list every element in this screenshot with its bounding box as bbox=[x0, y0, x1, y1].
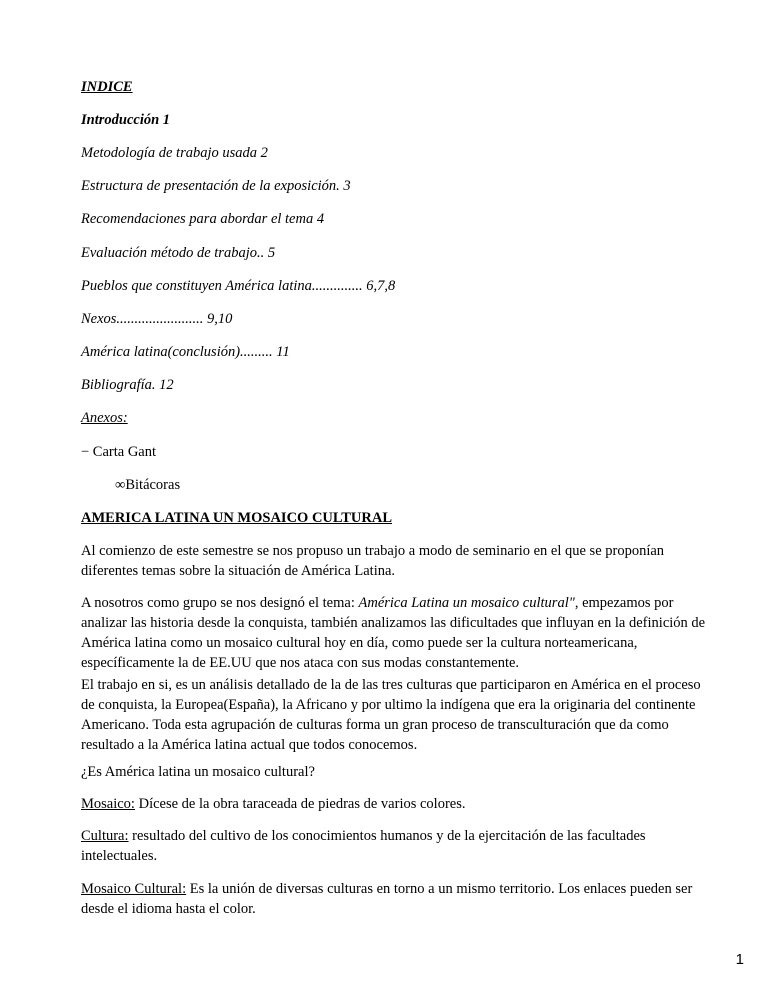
paragraph: A nosotros como grupo se nos designó el tema: América Latina un mosaico cultural", empezamos por analizar las historia desde la conquista, también analizamos las dificultades que influyan en la definición de América latina como un mosaico cultural hoy en día, como puede ser la cultura norteamericana, específicamente la de EE.UU que nos ataca con sus modas constantemente. bbox=[81, 595, 706, 671]
index-item: Metodología de trabajo usada 2 bbox=[81, 145, 268, 161]
index-title: INDICE bbox=[81, 79, 133, 95]
index-item: Pueblos que constituyen América latina.............. 6,7,8 bbox=[81, 278, 396, 294]
index-item: Estructura de presentación de la exposición. 3 bbox=[81, 178, 351, 194]
definition-term: Cultura: bbox=[81, 828, 129, 844]
index-item: América latina(conclusión)......... 11 bbox=[81, 344, 290, 360]
section-heading: AMERICA LATINA UN MOSAICO CULTURAL bbox=[81, 510, 392, 526]
index-item: Nexos........................ 9,10 bbox=[81, 311, 233, 327]
index-item: Evaluación método de trabajo.. 5 bbox=[81, 245, 276, 261]
definition: Mosaico Cultural: Es la unión de diversas culturas en torno a un mismo territorio. Los enlaces pueden ser desde el idioma hasta el color. bbox=[81, 881, 693, 917]
definition-term: Mosaico Cultural: bbox=[81, 881, 187, 897]
index-item: Recomendaciones para abordar el tema 4 bbox=[81, 211, 325, 227]
question: ¿Es América latina un mosaico cultural? bbox=[81, 764, 315, 780]
paragraph: Al comienzo de este semestre se nos propuso un trabajo a modo de seminario en el que se proponían diferentes temas sobre la situación de América Latina. bbox=[81, 543, 665, 579]
annexes-label: Anexos: bbox=[81, 410, 128, 426]
definition: Cultura: resultado del cultivo de los conocimientos humanos y de la ejercitación de las facultades intelectuales. bbox=[81, 828, 646, 864]
index-item: Bibliografía. 12 bbox=[81, 377, 174, 393]
index-item: Introducción 1 bbox=[81, 112, 171, 128]
annex-item: ∞Bitácoras bbox=[115, 477, 181, 493]
annex-item: − Carta Gant bbox=[81, 444, 157, 460]
paragraph: El trabajo en si, es un análisis detallado de la de las tres culturas que participaron en América en el proceso de conquista, la Europea(España), la Africano y por ultimo la indígena que era la originaria del continente Americano. Toda esta agrupación de culturas forma un gran proceso de transculturación que da como resultado a la América latina actual que todos conocemos. bbox=[81, 677, 701, 753]
definition-term: Mosaico: bbox=[81, 796, 135, 812]
definition: Mosaico: Dícese de la obra taraceada de piedras de varios colores. bbox=[81, 796, 466, 812]
page-number: 1 bbox=[735, 951, 744, 968]
